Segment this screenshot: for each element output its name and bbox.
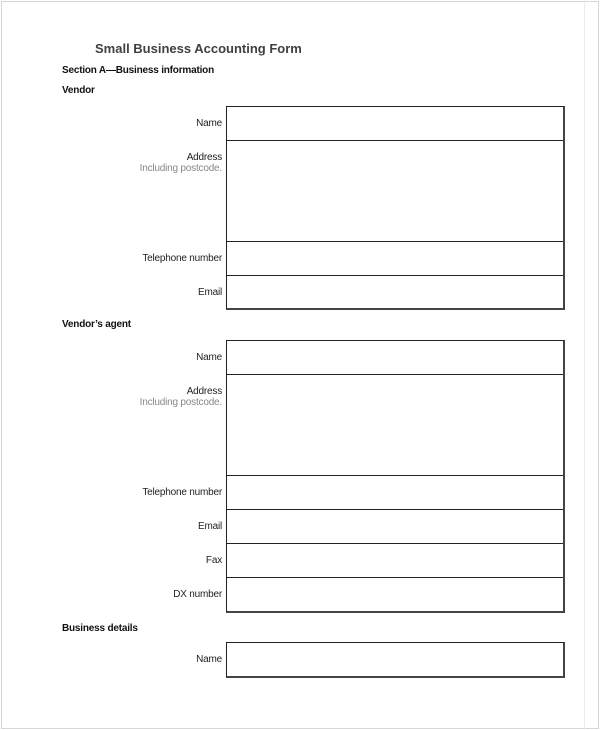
- agent-fax-field[interactable]: [227, 543, 563, 577]
- agent-email-label: Email: [197, 521, 222, 532]
- form-title: Small Business Accounting Form: [95, 41, 302, 56]
- agent-name-label: Name: [196, 352, 222, 363]
- business-name-label: Name: [196, 654, 222, 665]
- business-details-heading: Business details: [62, 623, 138, 634]
- agent-dx-number-field[interactable]: [227, 577, 563, 612]
- vendor-name-field[interactable]: [227, 107, 563, 140]
- vendor-address-hint: Including postcode.: [139, 163, 222, 174]
- agent-dx-number-label: DX number: [173, 589, 222, 600]
- agent-fax-label: Fax: [205, 555, 222, 566]
- vendor-field-table: [226, 106, 565, 310]
- agent-address-label: Address: [186, 386, 222, 397]
- agent-email-field[interactable]: [227, 509, 563, 543]
- page-margin-line: [584, 0, 585, 730]
- business-name-field[interactable]: [226, 642, 565, 678]
- agent-telephone-field[interactable]: [227, 475, 563, 509]
- vendor-address-field[interactable]: [227, 140, 563, 241]
- agent-field-table: [226, 340, 565, 613]
- vendor-telephone-label: Telephone number: [142, 253, 222, 264]
- section-a-heading: Section A—Business information: [62, 65, 214, 76]
- vendor-email-label: Email: [197, 287, 222, 298]
- agent-telephone-label: Telephone number: [142, 487, 222, 498]
- agent-address-field[interactable]: [227, 374, 563, 475]
- agent-name-field[interactable]: [227, 341, 563, 374]
- vendor-heading: Vendor: [62, 85, 95, 96]
- vendor-telephone-field[interactable]: [227, 241, 563, 275]
- vendor-name-label: Name: [196, 118, 222, 129]
- vendor-email-field[interactable]: [227, 275, 563, 309]
- vendors-agent-heading: Vendor’s agent: [62, 319, 131, 330]
- vendor-address-label: Address: [186, 152, 222, 163]
- agent-address-hint: Including postcode.: [139, 397, 222, 408]
